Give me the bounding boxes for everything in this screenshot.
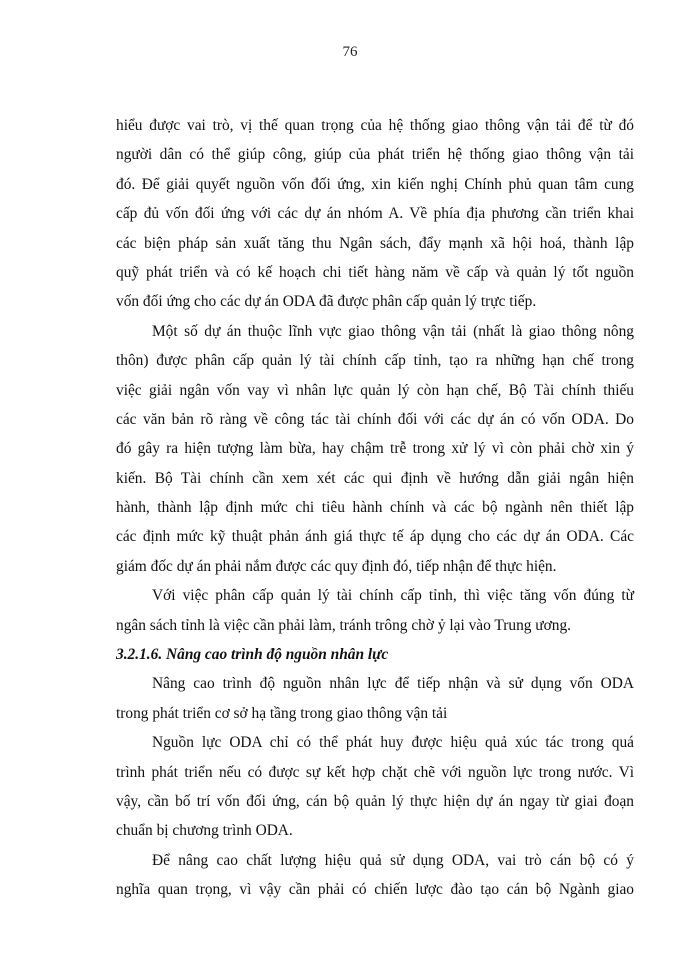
text-line: Nâng cao trình độ nguồn nhân lực để tiếp nhận và sử dụng vốn ODA: [152, 675, 634, 693]
section-heading: 3.2.1.6. Nâng cao trình độ nguồn nhân lực: [116, 646, 389, 664]
text-line: người dân có thể giúp công, giúp của phát triển hệ thống giao thông vận tải: [116, 146, 634, 164]
text-line: Để nâng cao chất lượng hiệu quả sử dụng ODA, vai trò cán bộ có ý: [152, 851, 634, 869]
text-line: nghĩa quan trọng, vì vậy cần phải có chiến lược đào tạo cán bộ Ngành giao: [116, 881, 634, 899]
text-line: Nguồn lực ODA chỉ có thể phát huy được hiệu quả xúc tác trong quá: [152, 734, 634, 752]
text-line: ngân sách tỉnh là việc cần phải làm, tránh trông chờ ỷ lại vào Trung ương.: [116, 616, 572, 634]
text-line: cấp đủ vốn đối ứng với các dự án nhóm A. Về phía địa phương cần triển khai: [116, 205, 634, 223]
text-line: các biện pháp sản xuất tăng thu Ngân sách, đẩy mạnh xã hội hoá, thành lập: [116, 234, 634, 252]
text-line: giám đốc dự án phải nắm được các quy định đó, tiếp nhận để thực hiện.: [116, 557, 557, 575]
page-number: 76: [342, 44, 358, 60]
text-line: các định mức kỹ thuật phản ánh giá thực tế áp dụng cho các dự án ODA. Các: [116, 528, 634, 546]
text-line: Với việc phân cấp quản lý tài chính cấp tỉnh, thì việc tăng vốn đúng từ: [152, 587, 634, 605]
document-body: [116, 111, 634, 905]
text-line: trong phát triển cơ sở hạ tầng trong giao thông vận tải: [116, 704, 448, 722]
text-line: việc giải ngân vốn vay vì nhân lực quản lý còn hạn chế, Bộ Tài chính thiếu: [116, 381, 634, 399]
text-line: đó. Để giải quyết nguồn vốn đối ứng, xin kiến nghị Chính phủ quan tâm cung: [116, 175, 634, 193]
text-line: thôn) được phân cấp quản lý tài chính cấp tỉnh, tạo ra những hạn chế trong: [116, 352, 634, 370]
text-line: hiểu được vai trò, vị thế quan trọng của hệ thống giao thông vận tải để từ đó: [116, 117, 634, 134]
text-line: kiến. Bộ Tài chính cần xem xét các qui định về hướng dẫn giải ngân hiện: [116, 469, 634, 487]
text-line: hành, thành lập định mức chi tiêu hành chính và các bộ ngành nên thiết lập: [116, 499, 634, 517]
text-line: đó gây ra hiện tượng làm bừa, hay chậm trễ trong xử lý vì còn phải chờ xin ý: [116, 440, 634, 458]
text-line: quỹ phát triển và có kế hoạch chi tiết hàng năm về cấp và quản lý tốt nguồn: [116, 263, 634, 281]
text-line: các văn bản rõ ràng về công tác tài chính đối với các dự án có vốn ODA. Do: [116, 410, 634, 428]
text-line: trình phát triển nếu có được sự kết hợp chặt chẽ với nguồn lực trong nước. Vì: [116, 763, 634, 781]
text-line: Một số dự án thuộc lĩnh vực giao thông vận tải (nhất là giao thông nông: [152, 322, 634, 340]
text-line: chuẩn bị chương trình ODA.: [116, 822, 293, 840]
text-line: vốn đối ứng cho các dự án ODA đã được phân cấp quản lý trực tiếp.: [116, 293, 537, 311]
text-line: vậy, cần bố trí vốn đối ứng, cán bộ quản lý thực hiện dự án ngay từ giai đoạn: [116, 792, 634, 810]
